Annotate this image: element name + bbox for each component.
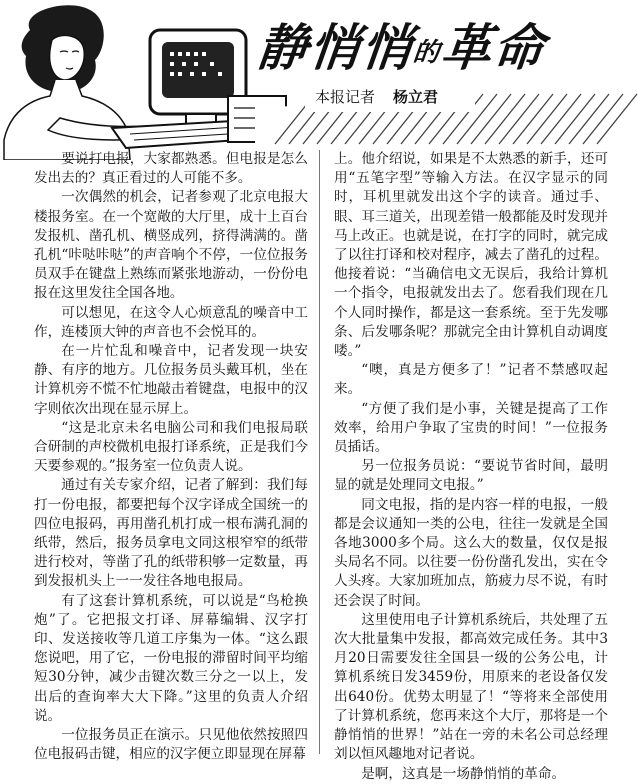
paragraph: “这是北京未名电脑公司和我们电报局联合研制的声校微机电报打译系统，正是我们今天要参观的。”报务室一位负责人说。	[34, 419, 308, 475]
article-column-right	[334, 150, 608, 784]
paragraph: 另一位报务员说：“要说节省时间，最明显的就是处理同文电报。”	[334, 458, 608, 494]
byline	[315, 86, 438, 107]
paragraph: “噢，真是方便多了！”记者不禁感叹起来。	[334, 362, 608, 398]
paragraph: “方便了我们是小事，关键是提高了工作效率，给用户争取了宝贵的时间！”一位报务员插话。	[334, 400, 608, 456]
paragraph: 一次偶然的机会，记者参观了北京电报大楼报务室。在一个宽敞的大厅里，成十上百台发报机、凿孔机、横竖成列，挤得满满的。凿孔机“咔哒咔哒”的声音响个不停，一位位报务员双手在键盘上熟练而紧张地游动，一份份电报在这里发往全国各地。	[34, 189, 308, 302]
paragraph: 有了这套计算机系统，可以说是“鸟枪换炮”了。它把报文打译、屏幕编辑、汉字打印、发送接收等几道工序集为一体。“这么跟您说吧，用了它，一份电报的滞留时间平均缩短30分钟，减少击键次数三分之一以上，发出后的查询率大大下降。”这里的负责人介绍说。	[34, 592, 308, 724]
article-column-left	[34, 150, 308, 765]
paragraph: 在一片忙乱和噪音中，记者发现一块安静、有序的地方。几位报务员头戴耳机，坐在计算机旁不慌不忙地敲击着键盘，电报中的汉字则依次出现在显示屏上。	[34, 343, 308, 417]
headline-part-2: 的	[411, 38, 443, 68]
headline-part-3: 革命	[438, 19, 549, 77]
paragraph: 一位报务员正在演示。只见他依然按照四位电报码击键，相应的汉字便立即显现在屏幕	[34, 727, 308, 763]
paragraph: 是啊，这真是一场静悄悄的革命。	[361, 765, 566, 782]
column-divider	[319, 150, 320, 754]
headline-box	[250, 2, 630, 80]
header-illustration	[0, 0, 290, 160]
headline-part-1: 静悄悄	[254, 19, 417, 77]
headline	[254, 8, 550, 80]
byline-name: 杨立君	[393, 88, 439, 106]
paragraph: 这里使用电子计算机系统后，共处理了五次大批量集中发报，都高效完成任务。其中3月20日需要发往全国县一级的公务公电，计算机系统日发3459份，用原来的老设备仅发出640份。优势太明显了！“等将来全部使用了计算机系统，您再来这个大厅，那将是一个静悄悄的世界！”站在一旁的未名公司总经理刘以恒风趣地对记者说。	[334, 611, 608, 763]
paragraph: 同文电报，指的是内容一样的电报，一般都是会议通知一类的公电，往往一发就是全国各地3000多个局。这么大的数量，仅仅是报头局名不同。以往要一份份凿孔发出，实在令人头疼。大家加班加点，筋疲力尽不说，有时还会误了时间。	[334, 496, 608, 609]
paragraph: 上。他介绍说，如果是不太熟悉的新手，还可用“五笔字型”等输入方法。在汉字显示的同时，耳机里就发出这个字的读音。通过手、眼、耳三道关，出现差错一般都能及时发现并马上改正。也就是说，在打字的同时，就完成了以往打译和校对程序，减去了凿孔的过程。他接着说：“当确信电文无误后，我给计算机一个指令，电报就发出去了。您看我们现在几个人同时操作，都是这一套系统。至于先发哪条、后发哪条呢？那就完全由计算机自动调度喽。”	[334, 151, 608, 360]
paragraph: 要说打电报，大家都熟悉。但电报是怎么发出去的？真正看过的人可能不多。	[34, 151, 308, 187]
paragraph: 通过有关专家介绍，记者了解到：我们每打一份电报，都要把每个汉字译成全国统一的四位电报码，再用凿孔机打成一根布满孔洞的纸带，然后，报务员拿电文同这根窄窄的纸带进行校对，等凿了孔的纸带积够一定数量，再到发报机头上一一发往各地电报局。	[34, 477, 308, 590]
byline-role: 本报记者	[315, 88, 376, 106]
paragraph: 可以想见，在这令人心烦意乱的噪音中工作，连楼顶大钟的声音也不会悦耳的。	[34, 304, 308, 340]
hatched-banner	[255, 84, 638, 148]
